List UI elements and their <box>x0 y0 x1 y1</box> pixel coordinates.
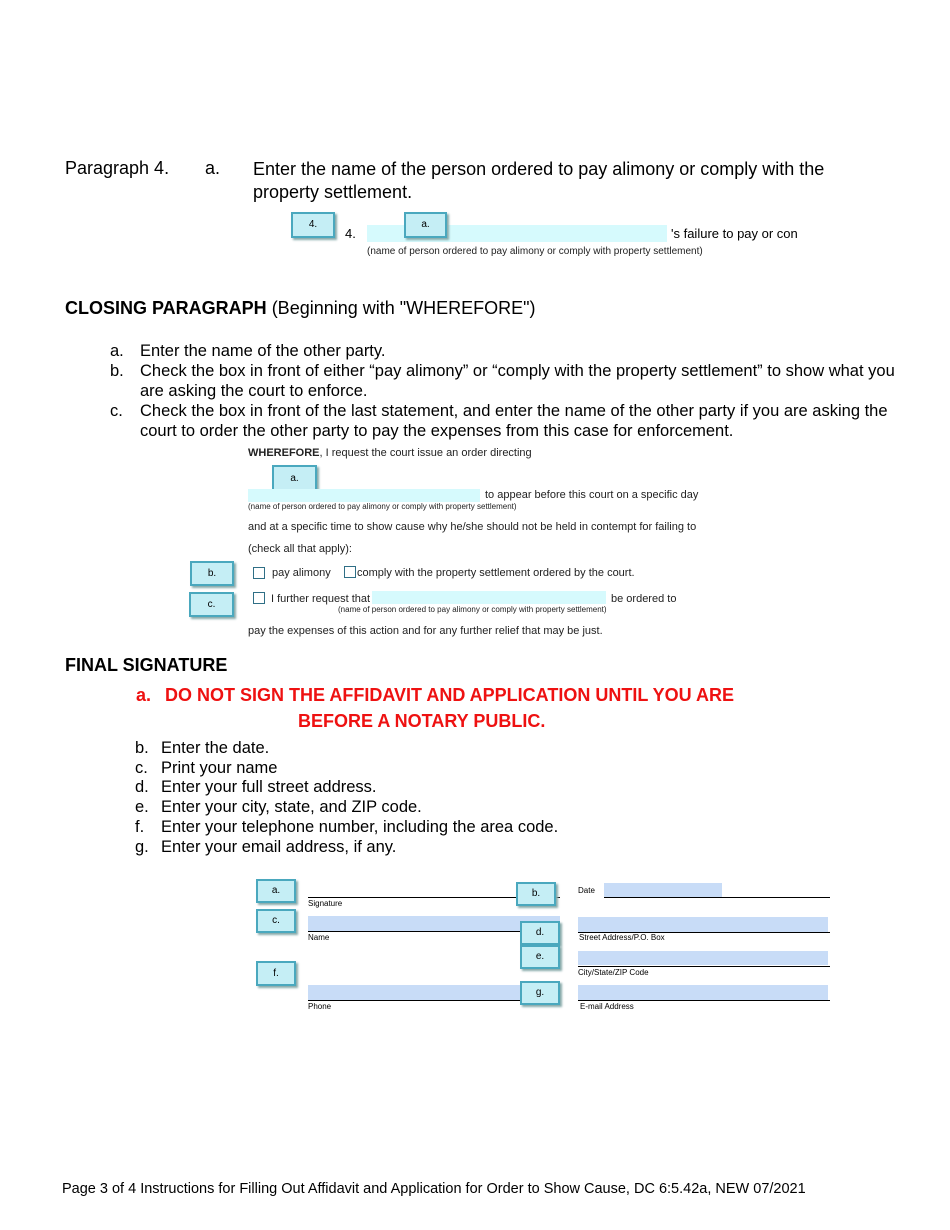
list-marker: a. <box>110 342 124 360</box>
list-marker: b. <box>110 362 124 380</box>
list-marker: e. <box>135 798 149 817</box>
date-field[interactable] <box>604 883 722 897</box>
list-text: Print your name <box>161 758 278 777</box>
list-item <box>110 341 895 361</box>
page-footer: Page 3 of 4 Instructions for Filling Out Affidavit and Application for Order to Show Cause, DC 6:5.42a, NEW 07/2021 <box>62 1181 806 1197</box>
list-item <box>135 818 835 838</box>
list-text: Check the box in front of either “pay alimony” or “comply with the property settlement” to show what you are asking the court to enforce. <box>140 362 895 400</box>
other-party-field[interactable] <box>248 489 480 502</box>
expenses-party-caption: (name of person ordered to pay alimony or comply with property settlement) <box>338 605 607 614</box>
warning-line-1: DO NOT SIGN THE AFFIDAVIT AND APPLICATION UNTIL YOU ARE <box>165 685 735 705</box>
comply-settlement-label: comply with the property settlement ordered by the court. <box>357 567 635 579</box>
date-label: Date <box>578 886 595 895</box>
warning-line-2: BEFORE A NOTARY PUBLIC. <box>298 711 546 731</box>
list-marker: b. <box>135 739 149 757</box>
callout-4: 4. <box>291 212 335 238</box>
list-text: Enter your email address, if any. <box>161 837 397 856</box>
callout-final-c: c. <box>256 909 296 933</box>
list-item <box>135 798 835 818</box>
paragraph-4-instruction: Enter the name of the person ordered to pay alimony or comply with the property settlement. <box>253 159 825 202</box>
email-line <box>578 1000 830 1001</box>
closing-paragraph-heading <box>65 298 536 319</box>
list-marker: c. <box>135 758 148 777</box>
pay-alimony-label: pay alimony <box>272 567 331 579</box>
paragraph-4-label: Paragraph 4. <box>65 158 170 178</box>
list-item <box>110 401 895 441</box>
expenses-text: pay the expenses of this action and for any further relief that may be just. <box>248 625 603 637</box>
wherefore-rest: , I request the court issue an order directing <box>319 447 532 459</box>
further-request-checkbox[interactable] <box>253 592 265 604</box>
final-signature-heading: FINAL SIGNATURE <box>65 655 228 675</box>
email-label: E-mail Address <box>580 1002 634 1011</box>
callout-closing-b: b. <box>190 561 234 586</box>
ordered-to-text: be ordered to <box>611 593 677 605</box>
email-field[interactable] <box>578 985 828 1000</box>
callout-final-a: a. <box>256 879 296 903</box>
list-marker: f. <box>135 817 145 836</box>
city-field[interactable] <box>578 951 828 965</box>
callout-final-b: b. <box>516 882 556 906</box>
list-text: Check the box in front of the last statement, and enter the name of the other party if you are asking the court to order the other party to pay the expenses from this case for enforcement. <box>140 402 888 440</box>
list-item <box>135 838 835 858</box>
paragraph-4-letter: a. <box>205 158 221 178</box>
callout-closing-c: c. <box>189 592 234 617</box>
other-party-caption: (name of person ordered to pay alimony or comply with property settlement) <box>248 502 517 511</box>
callout-final-e: e. <box>520 945 560 969</box>
callout-4a: a. <box>404 212 447 238</box>
pay-alimony-checkbox[interactable] <box>253 567 265 579</box>
final-instructions-list <box>135 739 835 857</box>
closing-instructions-list <box>110 341 895 441</box>
wherefore-line <box>248 447 532 459</box>
list-item <box>135 759 835 779</box>
street-field[interactable] <box>578 917 828 932</box>
list-marker: g. <box>135 837 149 856</box>
appear-text: to appear before this court on a specific day <box>485 489 699 501</box>
list-item <box>110 361 895 401</box>
name-label: Name <box>308 933 330 942</box>
list-item <box>135 778 835 798</box>
list-text: Enter the date. <box>161 739 270 757</box>
signature-label: Signature <box>308 899 343 908</box>
failure-text: 's failure to pay or con <box>671 226 798 241</box>
city-line <box>578 966 830 967</box>
comply-settlement-checkbox[interactable] <box>344 566 356 578</box>
warning-marker: a. <box>136 685 152 705</box>
list-text: Enter your full street address. <box>161 778 377 797</box>
further-request-label: I further request that <box>271 593 371 605</box>
list-text: Enter the name of the other party. <box>140 342 386 360</box>
list-text: Enter your telephone number, including the area code. <box>161 817 559 836</box>
wherefore-bold: WHEREFORE <box>248 447 320 459</box>
list-marker: c. <box>110 402 123 420</box>
closing-heading-rest: (Beginning with "WHEREFORE") <box>266 298 536 318</box>
callout-final-g: g. <box>520 981 560 1005</box>
callout-final-d: d. <box>520 921 560 945</box>
city-label: City/State/ZIP Code <box>578 968 649 977</box>
date-line <box>604 897 830 898</box>
list-item <box>135 739 835 759</box>
person-name-caption: (name of person ordered to pay alimony or comply with property settlement) <box>367 246 703 257</box>
street-label: Street Address/P.O. Box <box>579 933 665 942</box>
show-cause-text: and at a specific time to show cause why he/she should not be held in contempt for failing to <box>248 521 697 533</box>
check-all-text: (check all that apply): <box>248 543 352 555</box>
list-marker: d. <box>135 778 149 797</box>
callout-final-f: f. <box>256 961 296 986</box>
callout-closing-a: a. <box>272 465 317 492</box>
expenses-party-field[interactable] <box>372 591 606 604</box>
closing-heading-bold: CLOSING PARAGRAPH <box>65 298 267 318</box>
list-text: Enter your city, state, and ZIP code. <box>161 798 422 817</box>
phone-label: Phone <box>308 1002 332 1011</box>
form-number-4: 4. <box>345 226 356 241</box>
